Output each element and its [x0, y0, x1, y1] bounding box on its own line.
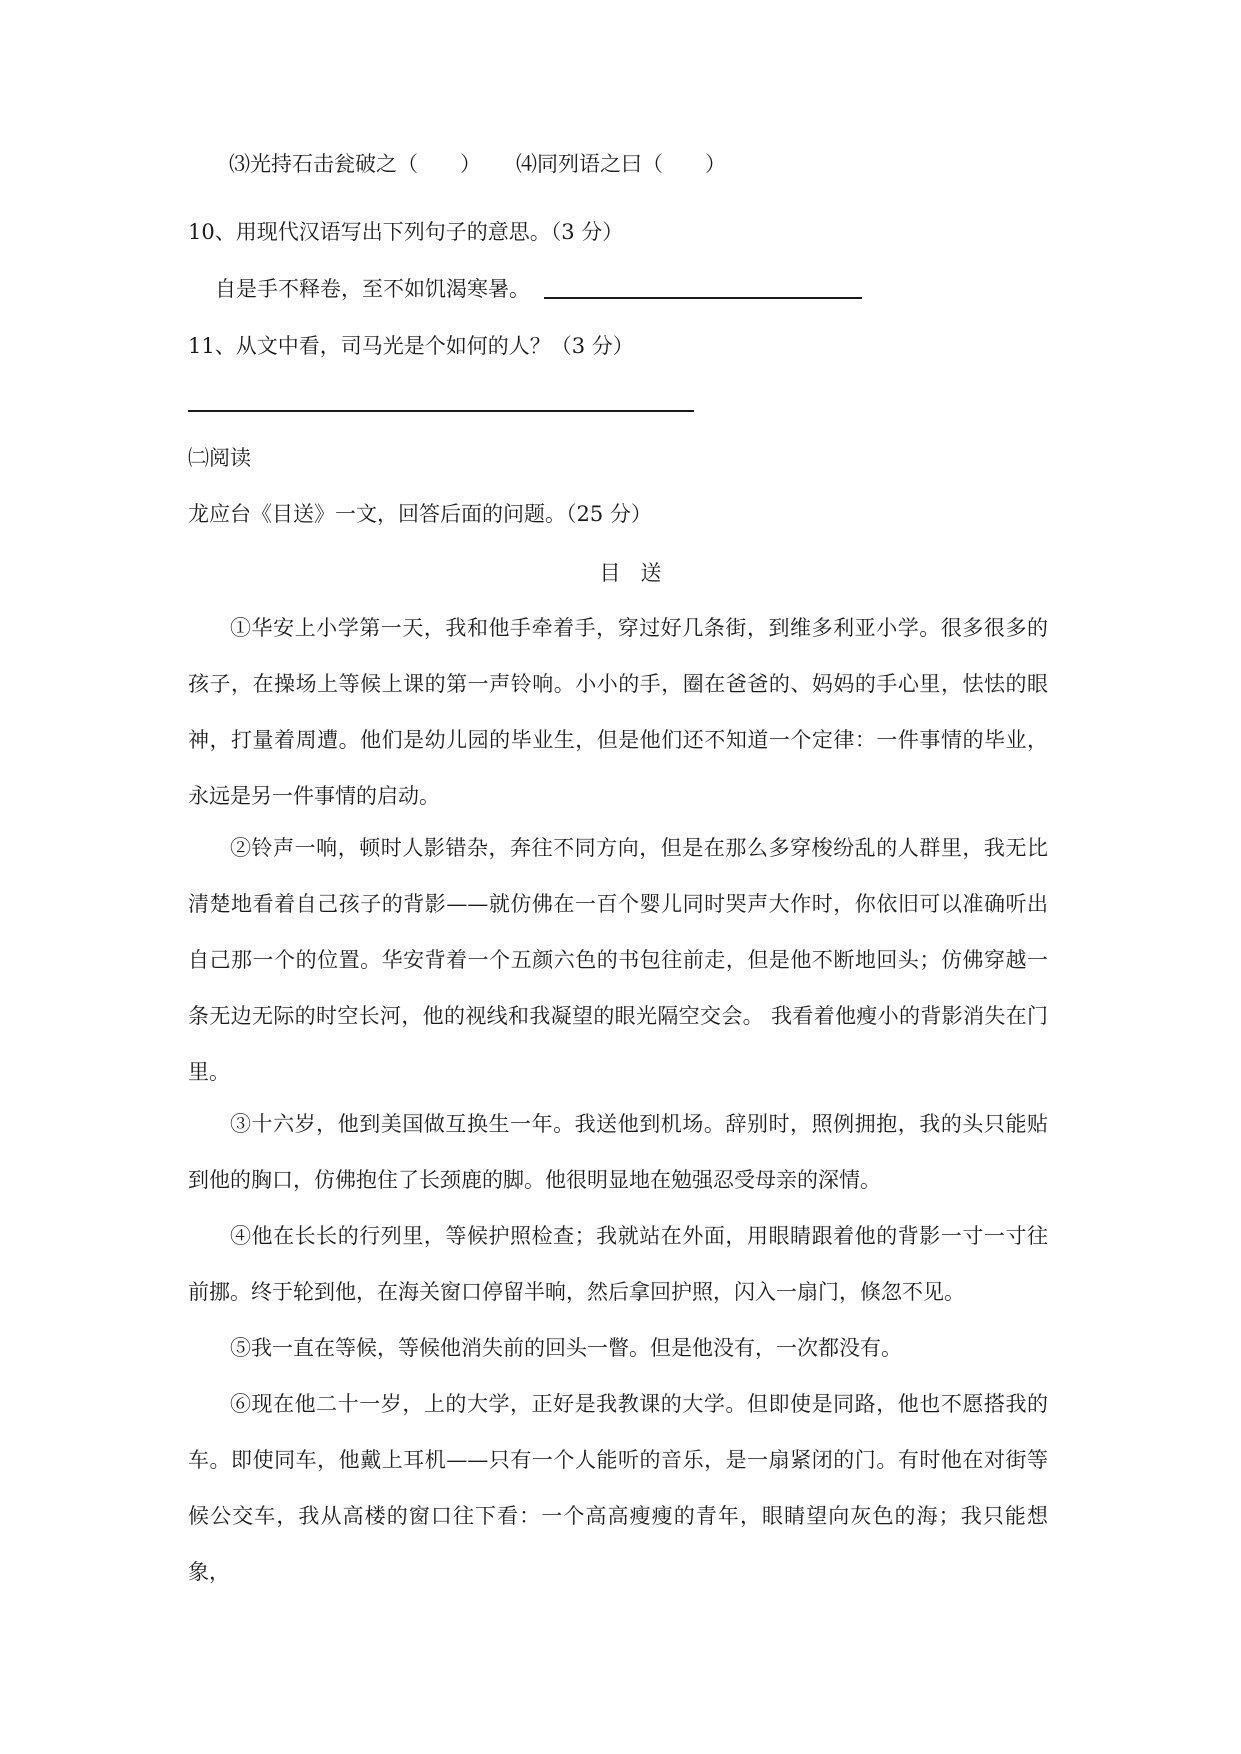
passage-paragraph-4: ④他在长长的行列里，等候护照检查；我就站在外面，用眼睛跟着他的背影一寸一寸往前挪。终于轮到他，在海关窗口停留半晌，然后拿回护照，闪入一扇门，倏忽不见。 — [188, 1224, 1048, 1304]
q10-sentence: 自是手不释卷，至不如饥渴寒暑。 — [215, 277, 530, 301]
passage-paragraph-6: ⑥现在他二十一岁，上的大学，正好是我教课的大学。但即使是同路，他也不愿搭我的车。即使同车，他戴上耳机——只有一个人能听的音乐，是一扇紧闭的门。有时他在对街等候公交车，我从高楼的窗口往下看：一个高高瘦瘦的青年，眼睛望向灰色的海；我只能想象， — [188, 1392, 1048, 1584]
passage-paragraph-2: ②铃声一响，顿时人影错杂，奔往不同方向，但是在那么多穿梭纷乱的人群里，我无比清楚地看着自己孩子的背影——就仿佛在一百个婴儿同时哭声大作时，你依旧可以准确听出自己那一个的位置。华安背着一个五颜六色的书包往前走，但是他不断地回头；仿佛穿越一条无边无际的时空长河，他的视线和我凝望的眼光隔空交会。 我看着他瘦小的背影消失在门里。 — [188, 836, 1048, 1084]
q10-prompt: 10、用现代汉语写出下列句子的意思。（3 分） — [188, 220, 624, 244]
reading-instruction: 龙应台《目送》一文，回答后面的问题。（25 分） — [188, 502, 652, 526]
q9-option-4: ⑷同列语之曰（ ） — [516, 152, 726, 176]
q11-answer-line[interactable] — [188, 410, 694, 412]
passage-title: 目送 — [599, 561, 682, 585]
passage-paragraph-3: ③十六岁，他到美国做互换生一年。我送他到机场。辞别时，照例拥抱，我的头只能贴到他的胸口，仿佛抱住了长颈鹿的脚。他很明显地在勉强忍受母亲的深情。 — [188, 1112, 1048, 1192]
q10-answer-line[interactable] — [544, 297, 862, 299]
q9-option-3: ⑶光持石击瓮破之（ ） — [229, 152, 481, 176]
section-heading: ㈡阅读 — [188, 446, 251, 470]
passage-paragraph-1: ①华安上小学第一天，我和他手牵着手，穿过好几条街，到维多利亚小学。很多很多的孩子，在操场上等候上课的第一声铃响。小小的手，圈在爸爸的、妈妈的手心里，怯怯的眼神，打量着周遭。他们是幼儿园的毕业生，但是他们还不知道一个定律：一件事情的毕业，永远是另一件事情的启动。 — [188, 616, 1048, 808]
passage-paragraph-5: ⑤我一直在等候，等候他消失前的回头一瞥。但是他没有，一次都没有。 — [230, 1336, 902, 1360]
q11-prompt: 11、从文中看，司马光是个如何的人？（3 分） — [188, 334, 634, 358]
